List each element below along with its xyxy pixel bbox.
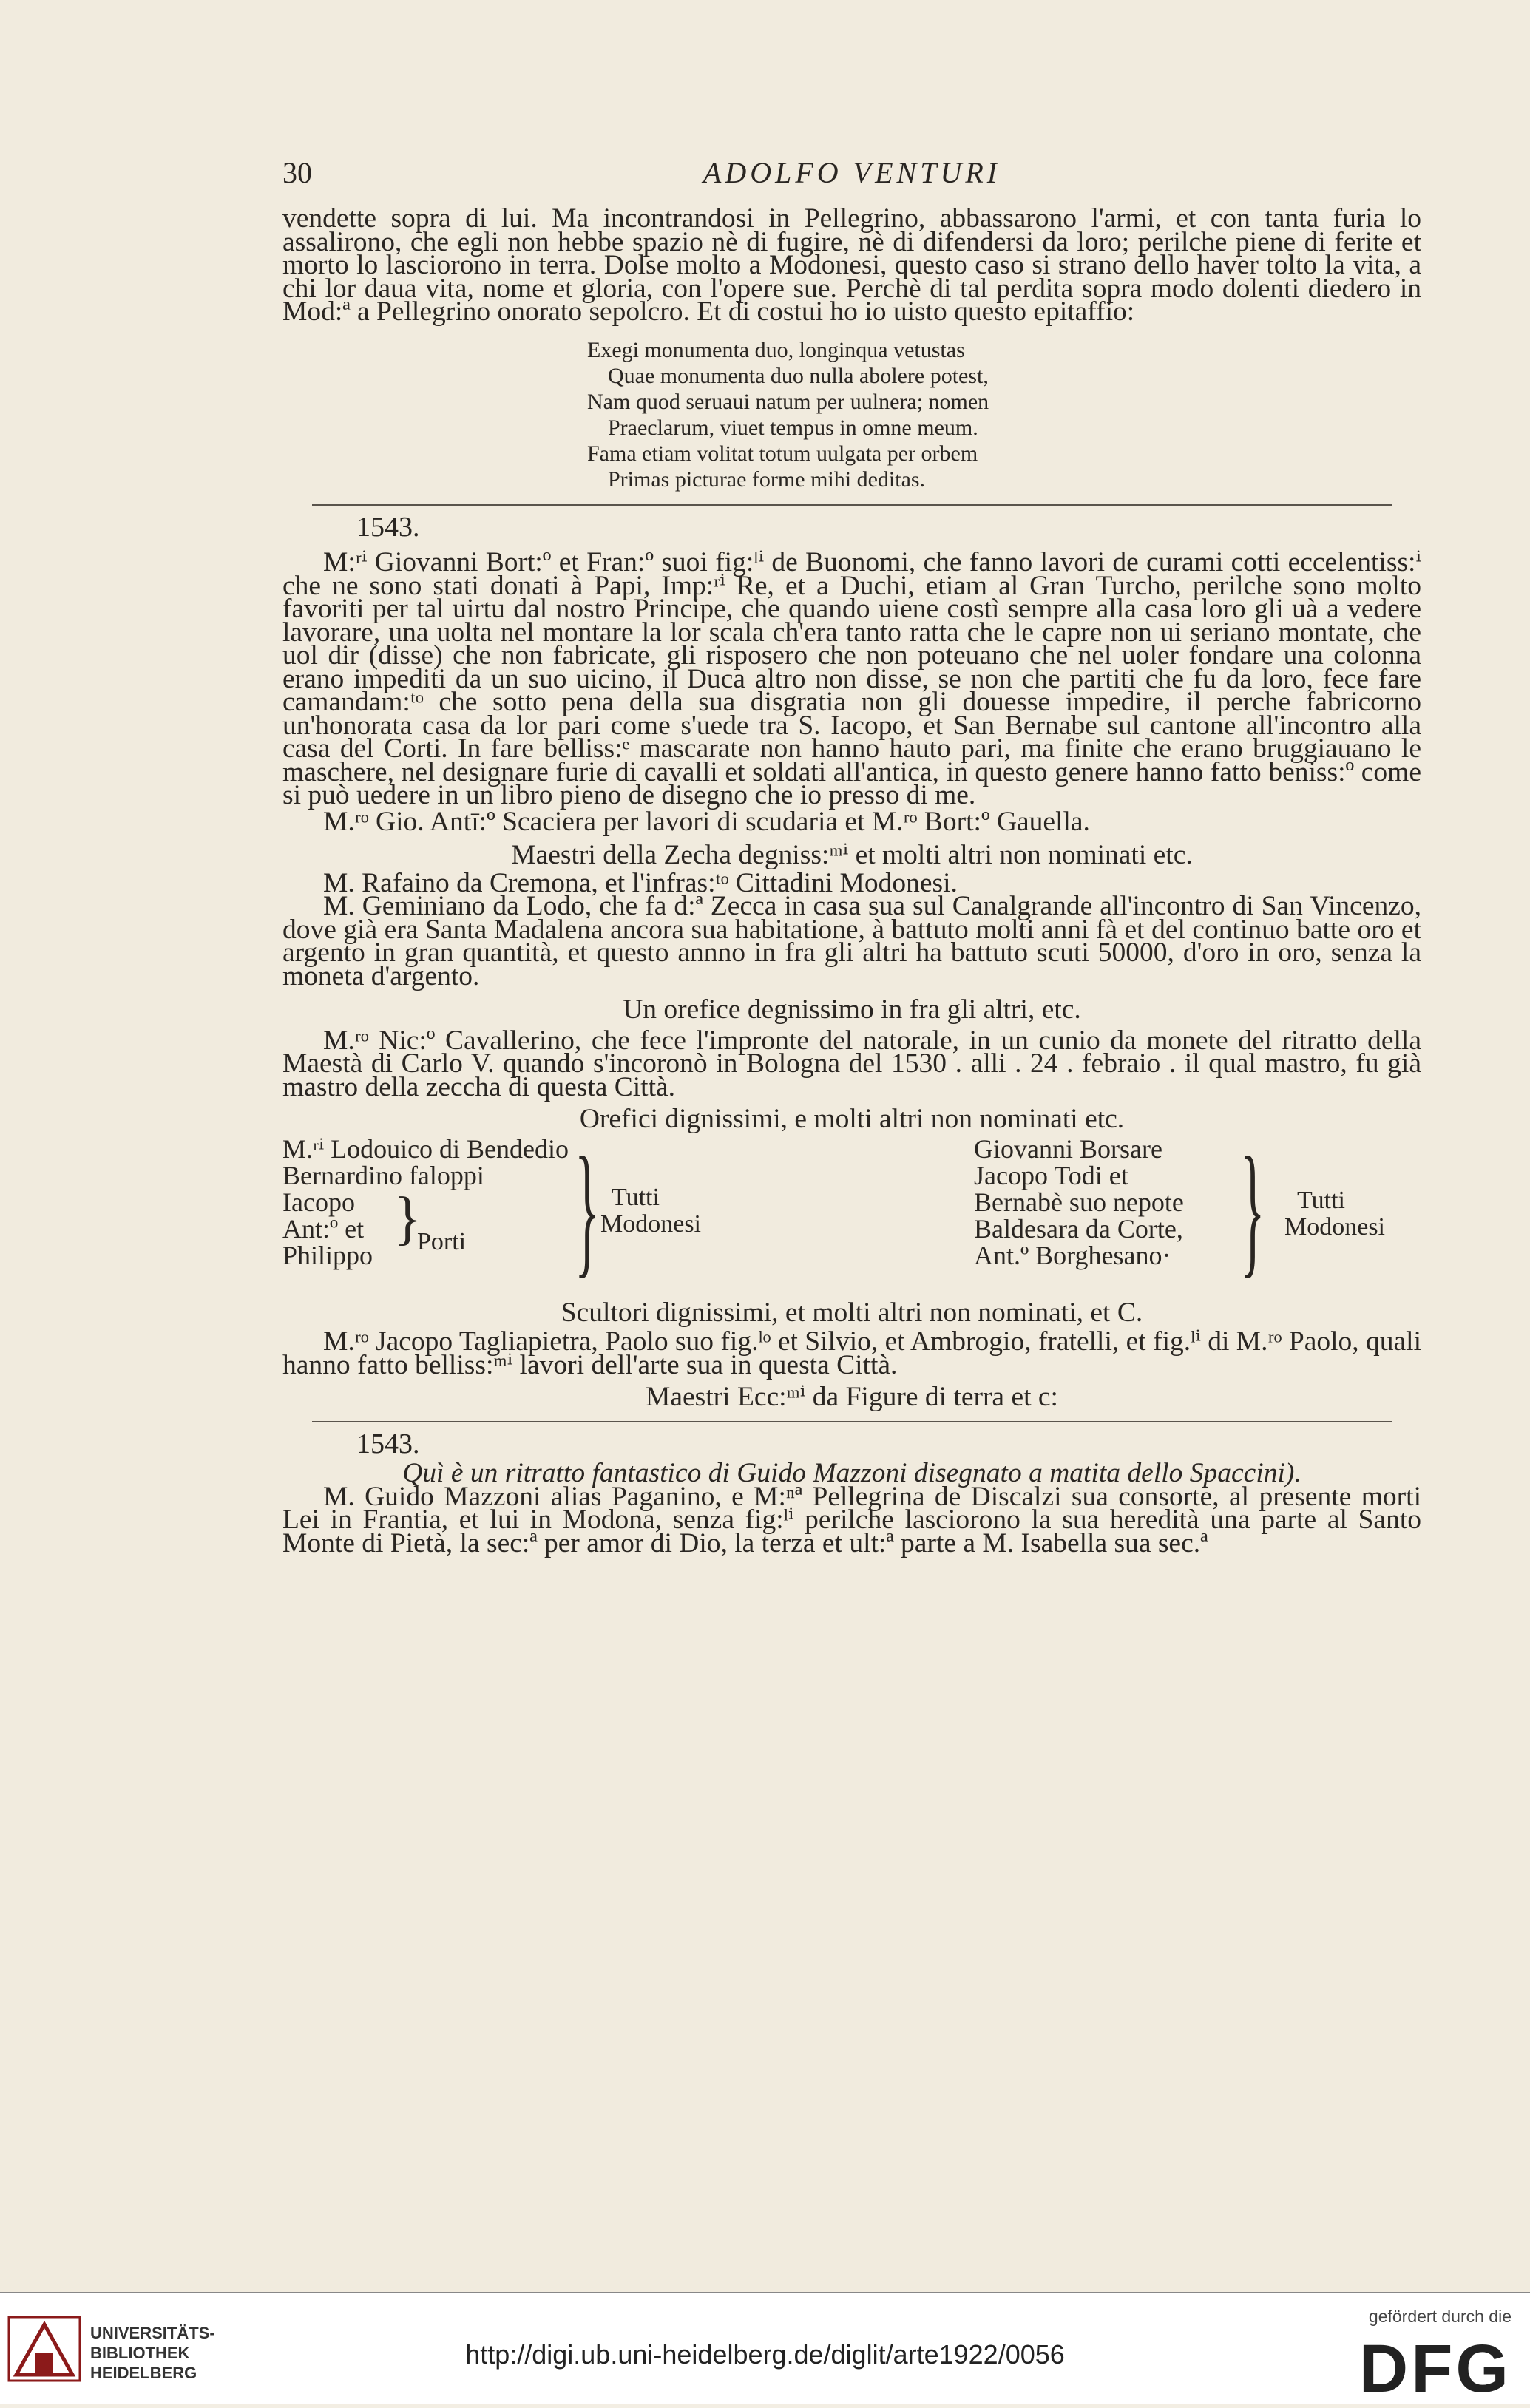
group-label: Modonesi <box>600 1210 701 1238</box>
paragraph: M. Geminiano da Lodo, che fa d:ª Zecca in casa sua sul Canalgrande all'incontro di San Vincenzo, dove già era Santa Madalena ancora sua habitatione, à battuto molti anni fà et del continuo batte oro et argento in gran quantità, et questo annno in fra gli altri ha battuto scuti 50000, d'oro in oro, senza la moneta d'argento. <box>282 891 1421 991</box>
library-name-line: UNIVERSITÄTS- <box>90 2324 215 2342</box>
poem-line: Primas picturae forme mihi deditas. <box>608 467 926 492</box>
paragraph: M. Rafaino da Cremona, et l'infras:ᵗᵒ Cittadini Modonesi. <box>323 867 958 898</box>
paragraph: M.ʳᵒ Jacopo Tagliapietra, Paolo suo fig.ˡᵒ et Silvio, et Ambrogio, fratelli, et fig.ˡⁱ di M.ʳᵒ Paolo, quali hanno fatto belliss:ᵐⁱ lavori dell'arte sua in questa Città. <box>282 1326 1421 1380</box>
list-item: Baldesara da Corte, <box>974 1213 1183 1244</box>
list-item: Ant.º Borghesano· <box>974 1240 1171 1270</box>
page-number: 30 <box>282 156 312 189</box>
list-item: M.ʳⁱ Lodouico di Bendedio <box>282 1133 569 1164</box>
section-divider <box>312 1421 1392 1422</box>
list-item: Philippo <box>282 1240 373 1270</box>
viewer-footer <box>0 2292 1530 2407</box>
group-label: Tutti <box>1297 1186 1345 1214</box>
group-label: Modonesi <box>1284 1213 1385 1241</box>
poem-line: Exegi monumenta duo, longinqua vetustas <box>587 337 965 362</box>
section-heading: Orefici dignissimi, e molti altri non nominati etc. <box>579 1104 1125 1134</box>
poem-line: Praeclarum, viuet tempus in omne meum. <box>608 415 978 440</box>
paragraph: M. Guido Mazzoni alias Paganino, e M:ⁿª Pellegrina de Discalzi sua consorte, al presente morti Lei in Frantia, et lui in Modona, senza fig:ˡⁱ perilche lasciorono la sua heredità una parte al Santo Monte di Pietà, la sec:ª per amor di Dio, la terza et ult:ª parte a M. Isabella sua sec.ª <box>282 1481 1421 1559</box>
paragraph: M:ʳⁱ Giovanni Bort:º et Fran:º suoi fig:ˡⁱ de Buonomi, che fanno lavori de curami cotti eccelentiss:ⁱ che ne sono stati donati à Papi, Imp:ʳⁱ Re, et a Duchi, etiam al Gran Turcho, perilche sono molto favoriti per tal uirtu dal nostro Principe, che quando uiene costì sempre alla casa loro gli uà a vedere lavorare, una uolta nel montare la lor scala ch'era tanto ratta che le capre non ui seriano montate, che uol dir (disse) che non fabricate, gli risposero che non poteuano che nel uoler fondare una colonna erano impediti da un suo uicino, il Duca altro non disse, se non che partiti che fu da loro, fece fare camandam:ᵗᵒ che sotto pena della sua disgratia non gli douesse impedire, il perche fabricorno un'honorata casa da lor pari come s'uede tra S. Iacopo, et San Bernabe sul cantone all'incontro alla casa del Corti. In fare belliss:ᵉ mascarate non hanno hauto pari, ma finite che erano bruggiauano le maschere, nel designare furie di cavalli et soldati all'antica, in questo genere hanno fatto beniss:º come si può uedere in un libro pieno de disegno che io presso di me. <box>282 547 1421 810</box>
paragraph: vendette sopra di lui. Ma incontrandosi in Pellegrino, abbassarono l'armi, et con tanta furia lo assalirono, che egli non hebbe spazio nè di fugire, nè di difendersi da loro; perilche piene di ferite et morto lo lasciorono in terra. Dolse molto a Modonesi, questo caso si strano dello haver tolto la vita, a chi lor daua vita, nome et gloria, con l'opere sue. Perchè di tal perdita sopra modo dolenti diedero in Mod:ª a Pellegrino onorato sepolcro. Et di costui ho io uisto questo epitaffio: <box>282 203 1421 327</box>
poem-line: Quae monumenta duo nulla abolere potest, <box>608 363 989 388</box>
source-url-link[interactable]: http://digi.ub.uni-heidelberg.de/diglit/arte1922/0056 <box>465 2339 1065 2370</box>
brace-mark: } <box>575 1127 600 1291</box>
section-heading: Scultori dignissimi, et molti altri non nominati, et C. <box>561 1297 1143 1328</box>
group-label: Porti <box>417 1227 467 1255</box>
brace-mark: } <box>393 1185 422 1251</box>
group-label: Tutti <box>612 1183 660 1211</box>
list-item: Bernabè suo nepote <box>974 1187 1184 1217</box>
funding-label: gefördert durch die <box>1368 2307 1512 2326</box>
paragraph: M.ʳᵒ Gio. Antī:º Scaciera per lavori di scudaria et M.ʳᵒ Bort:º Gauella. <box>323 806 1090 837</box>
paragraph: M.ʳᵒ Nic:º Cavallerino, che fece l'impronte del natorale, in un cunio da monete del ritratto della Maestà di Carlo V. quando s'incoronò in Bologna del 1530 . alli . 24 . febraio . il qual mastro, fu già mastro della zeccha di questa Città. <box>282 1025 1421 1102</box>
right-name-column <box>974 1133 1184 1270</box>
list-item: Jacopo Todi et <box>974 1160 1128 1190</box>
italic-note: Quì è un ritratto fantastico di Guido Mazzoni disegnato a matita dello Spaccini). <box>402 1458 1301 1488</box>
running-title: ADOLFO VENTURI <box>703 156 1001 189</box>
page-header <box>282 155 1421 200</box>
dfg-logo: DFG <box>1358 2331 1512 2407</box>
section-heading: Maestri Ecc:ᵐⁱ da Figure di terra et c: <box>646 1382 1058 1412</box>
goldsmith-list <box>282 1127 1421 1298</box>
year-heading: 1543. <box>356 1428 420 1459</box>
list-item: Giovanni Borsare <box>974 1133 1162 1164</box>
library-name-line: HEIDELBERG <box>90 2364 197 2382</box>
poem-line: Nam quod seruaui natum per uulnera; nomen <box>587 389 989 414</box>
page-body <box>282 203 1421 1559</box>
section-heading: Maestri della Zecha degniss:ᵐⁱ et molti altri non nominati etc. <box>511 840 1193 870</box>
poem-line: Fama etiam volitat totum uulgata per orbem <box>587 441 978 466</box>
brace-mark: } <box>1240 1127 1265 1291</box>
epitaph-poem <box>587 337 1421 492</box>
list-item: Ant:º et <box>282 1213 365 1244</box>
list-item: Iacopo <box>282 1187 355 1217</box>
library-name-line: BIBLIOTHEK <box>90 2344 190 2362</box>
section-divider <box>312 504 1392 506</box>
section-heading: Un orefice degnissimo in fra gli altri, etc. <box>623 994 1081 1025</box>
year-heading: 1543. <box>356 511 420 543</box>
list-item: Bernardino faloppi <box>282 1160 484 1190</box>
